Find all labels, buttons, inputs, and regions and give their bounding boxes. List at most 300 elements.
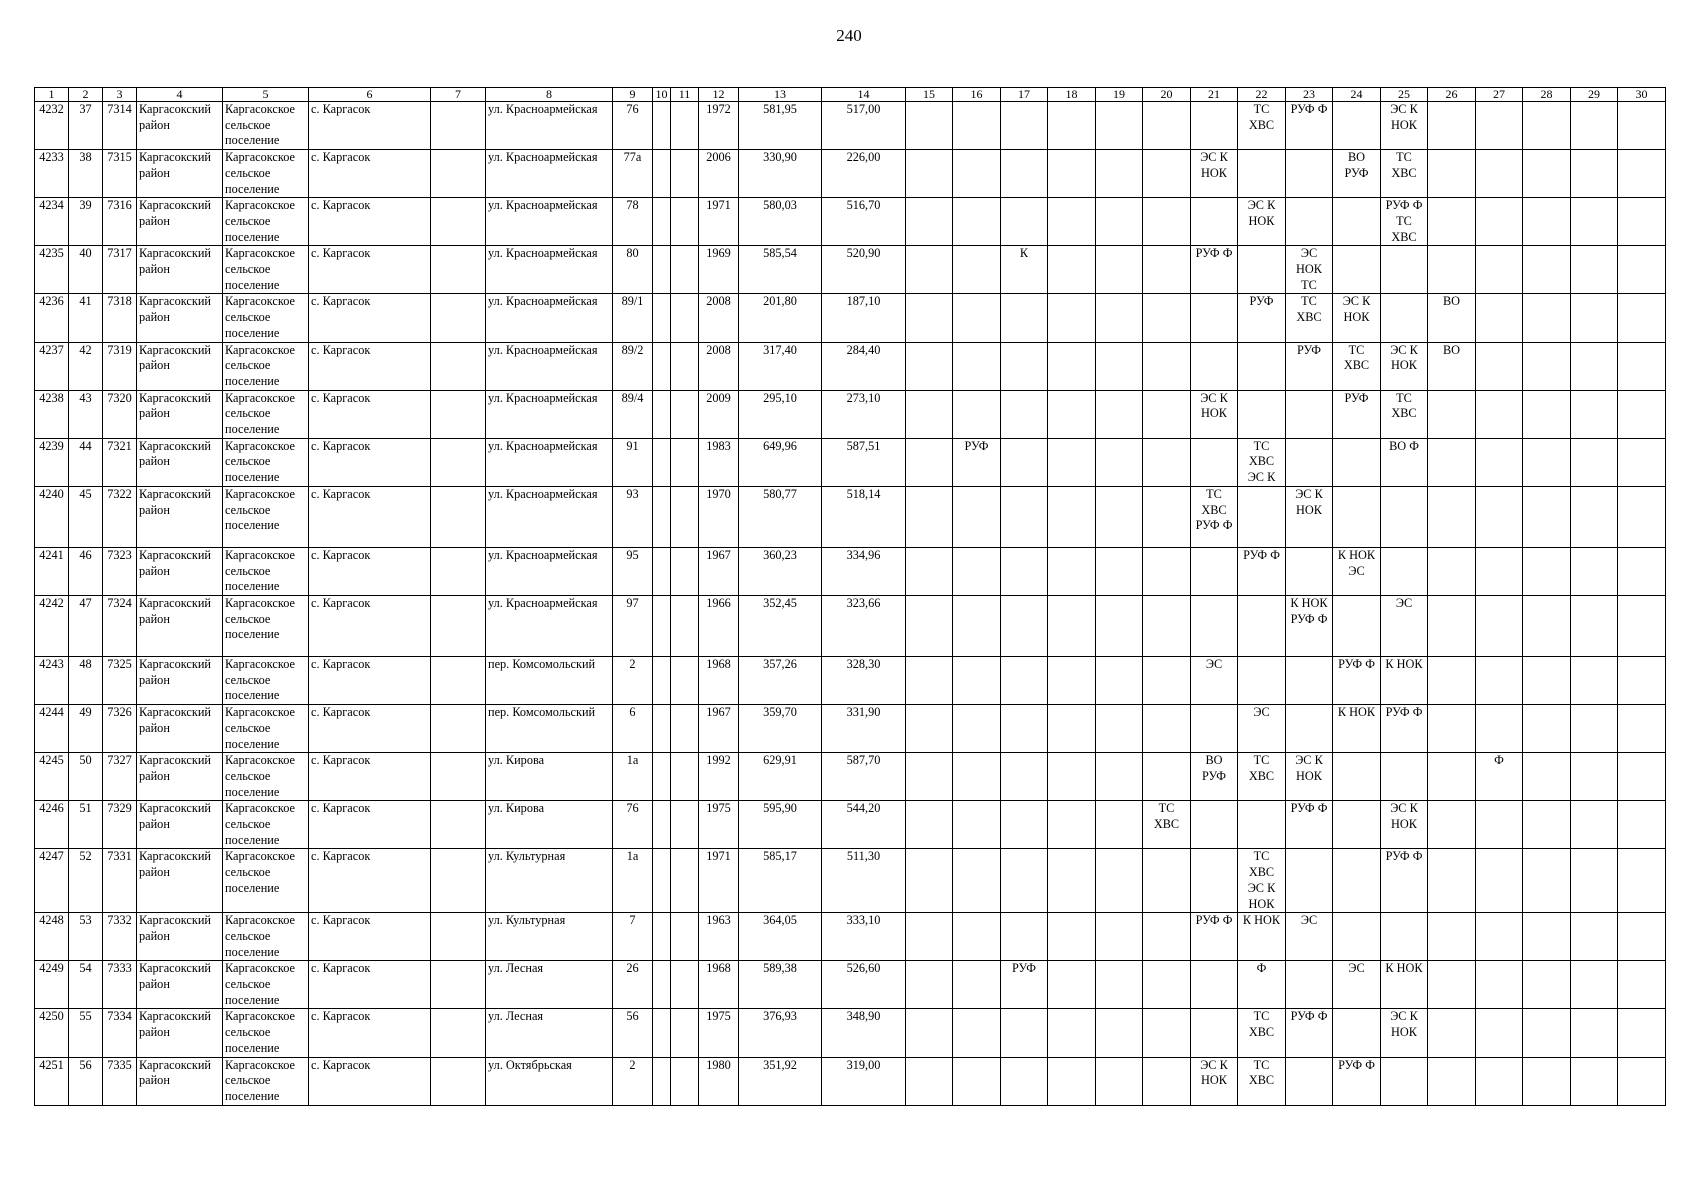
table-cell-col-15 — [906, 547, 953, 595]
table-cell-col-24: РУФ Ф — [1333, 1057, 1381, 1105]
table-cell-col-29 — [1571, 342, 1618, 390]
table-cell-col-5: Каргасокское сельское поселение — [223, 801, 309, 849]
table-cell-col-15 — [906, 486, 953, 547]
table-cell-col-15 — [906, 1009, 953, 1057]
table-cell-col-9: 80 — [613, 246, 653, 294]
table-cell-col-13: 357,26 — [739, 656, 822, 704]
table-cell-col-15 — [906, 150, 953, 198]
table-cell-col-30 — [1618, 913, 1666, 961]
table-cell-col-3: 7316 — [103, 198, 137, 246]
table-cell-col-26 — [1428, 1009, 1476, 1057]
table-cell-col-23 — [1286, 150, 1333, 198]
table-cell-col-28 — [1523, 595, 1571, 656]
table-row — [35, 547, 1666, 595]
table-cell-col-13: 589,38 — [739, 961, 822, 1009]
table-cell-col-14: 511,30 — [822, 849, 906, 913]
table-cell-col-6: с. Каргасок — [309, 342, 431, 390]
table-cell-col-3: 7318 — [103, 294, 137, 342]
table-cell-col-10 — [653, 547, 671, 595]
table-cell-col-1: 4240 — [35, 486, 69, 547]
table-cell-col-25: К НОК — [1381, 961, 1428, 1009]
table-cell-col-30 — [1618, 753, 1666, 801]
column-number: 20 — [1143, 88, 1191, 102]
table-cell-col-9: 56 — [613, 1009, 653, 1057]
table-cell-col-20 — [1143, 1009, 1191, 1057]
table-cell-col-25 — [1381, 547, 1428, 595]
table-cell-col-19 — [1096, 961, 1143, 1009]
table-cell-col-16 — [953, 961, 1001, 1009]
table-cell-col-28 — [1523, 1009, 1571, 1057]
table-cell-col-20 — [1143, 486, 1191, 547]
table-cell-col-19 — [1096, 656, 1143, 704]
table-cell-col-29 — [1571, 595, 1618, 656]
table-row — [35, 198, 1666, 246]
table-cell-col-14: 226,00 — [822, 150, 906, 198]
table-cell-col-24: ВО РУФ — [1333, 150, 1381, 198]
table-cell-col-12: 2009 — [699, 390, 739, 438]
table-cell-col-18 — [1048, 849, 1096, 913]
table-cell-col-4: Каргасокский район — [137, 486, 223, 547]
table-cell-col-25: РУФ Ф — [1381, 705, 1428, 753]
table-cell-col-22 — [1238, 390, 1286, 438]
table-cell-col-17 — [1001, 595, 1048, 656]
table-cell-col-21 — [1191, 547, 1238, 595]
column-number: 27 — [1476, 88, 1523, 102]
table-cell-col-30 — [1618, 150, 1666, 198]
table-cell-col-22 — [1238, 801, 1286, 849]
table-cell-col-12: 1967 — [699, 547, 739, 595]
table-cell-col-25 — [1381, 753, 1428, 801]
table-cell-col-10 — [653, 753, 671, 801]
table-cell-col-29 — [1571, 294, 1618, 342]
table-cell-col-28 — [1523, 150, 1571, 198]
table-cell-col-13: 351,92 — [739, 1057, 822, 1105]
table-cell-col-13: 585,17 — [739, 849, 822, 913]
table-row — [35, 595, 1666, 656]
table-cell-col-27 — [1476, 150, 1523, 198]
table-cell-col-12: 1963 — [699, 913, 739, 961]
table-cell-col-6: с. Каргасок — [309, 294, 431, 342]
table-cell-col-6: с. Каргасок — [309, 547, 431, 595]
table-cell-col-28 — [1523, 438, 1571, 486]
table-cell-col-20 — [1143, 438, 1191, 486]
table-cell-col-18 — [1048, 547, 1096, 595]
table-cell-col-7 — [431, 595, 486, 656]
table-cell-col-19 — [1096, 486, 1143, 547]
table-cell-col-23 — [1286, 705, 1333, 753]
table-cell-col-28 — [1523, 102, 1571, 150]
table-cell-col-15 — [906, 294, 953, 342]
table-cell-col-2: 39 — [69, 198, 103, 246]
table-cell-col-28 — [1523, 486, 1571, 547]
table-cell-col-5: Каргасокское сельское поселение — [223, 198, 309, 246]
table-cell-col-25 — [1381, 913, 1428, 961]
table-row — [35, 801, 1666, 849]
table-cell-col-19 — [1096, 705, 1143, 753]
table-cell-col-25: РУФ Ф ТС ХВС — [1381, 198, 1428, 246]
table-cell-col-26 — [1428, 656, 1476, 704]
table-cell-col-20 — [1143, 294, 1191, 342]
table-cell-col-12: 1969 — [699, 246, 739, 294]
table-cell-col-22: ТС ХВС — [1238, 753, 1286, 801]
table-cell-col-9: 2 — [613, 1057, 653, 1105]
table-cell-col-3: 7322 — [103, 486, 137, 547]
table-cell-col-1: 4243 — [35, 656, 69, 704]
table-cell-col-11 — [671, 438, 699, 486]
table-cell-col-10 — [653, 913, 671, 961]
table-cell-col-21: ТС ХВС РУФ Ф — [1191, 486, 1238, 547]
table-cell-col-19 — [1096, 390, 1143, 438]
table-cell-col-7 — [431, 438, 486, 486]
column-number: 8 — [486, 88, 613, 102]
table-cell-col-13: 352,45 — [739, 595, 822, 656]
table-cell-col-28 — [1523, 390, 1571, 438]
table-cell-col-22: ТС ХВС — [1238, 1009, 1286, 1057]
table-cell-col-16: РУФ — [953, 438, 1001, 486]
table-cell-col-3: 7317 — [103, 246, 137, 294]
table-cell-col-20 — [1143, 595, 1191, 656]
table-cell-col-11 — [671, 801, 699, 849]
table-row — [35, 1057, 1666, 1105]
table-cell-col-16 — [953, 753, 1001, 801]
table-cell-col-8: ул. Культурная — [486, 913, 613, 961]
table-cell-col-14: 187,10 — [822, 294, 906, 342]
table-cell-col-21: РУФ Ф — [1191, 246, 1238, 294]
table-cell-col-16 — [953, 102, 1001, 150]
table-cell-col-4: Каргасокский район — [137, 801, 223, 849]
column-number: 16 — [953, 88, 1001, 102]
table-cell-col-14: 284,40 — [822, 342, 906, 390]
table-cell-col-17 — [1001, 390, 1048, 438]
table-cell-col-22 — [1238, 486, 1286, 547]
table-cell-col-30 — [1618, 438, 1666, 486]
table-cell-col-11 — [671, 547, 699, 595]
table-cell-col-15 — [906, 102, 953, 150]
table-cell-col-20 — [1143, 547, 1191, 595]
table-cell-col-4: Каргасокский район — [137, 198, 223, 246]
table-cell-col-25: ЭС К НОК — [1381, 342, 1428, 390]
table-cell-col-24 — [1333, 102, 1381, 150]
table-cell-col-10 — [653, 294, 671, 342]
table-cell-col-2: 37 — [69, 102, 103, 150]
column-number: 6 — [309, 88, 431, 102]
table-cell-col-12: 1967 — [699, 705, 739, 753]
table-cell-col-27 — [1476, 294, 1523, 342]
table-cell-col-8: ул. Лесная — [486, 961, 613, 1009]
table-cell-col-1: 4245 — [35, 753, 69, 801]
table-cell-col-26 — [1428, 705, 1476, 753]
table-cell-col-26 — [1428, 547, 1476, 595]
table-cell-col-26 — [1428, 961, 1476, 1009]
table-cell-col-16 — [953, 801, 1001, 849]
column-number: 4 — [137, 88, 223, 102]
table-cell-col-7 — [431, 342, 486, 390]
table-cell-col-29 — [1571, 656, 1618, 704]
table-cell-col-30 — [1618, 294, 1666, 342]
table-cell-col-30 — [1618, 705, 1666, 753]
table-cell-col-23: РУФ Ф — [1286, 102, 1333, 150]
table-cell-col-19 — [1096, 547, 1143, 595]
table-cell-col-4: Каргасокский район — [137, 1057, 223, 1105]
table-cell-col-15 — [906, 801, 953, 849]
table-cell-col-17 — [1001, 801, 1048, 849]
table-cell-col-30 — [1618, 849, 1666, 913]
table-cell-col-6: с. Каргасок — [309, 961, 431, 1009]
table-cell-col-5: Каргасокское сельское поселение — [223, 595, 309, 656]
table-cell-col-13: 360,23 — [739, 547, 822, 595]
table-cell-col-28 — [1523, 705, 1571, 753]
table-cell-col-30 — [1618, 595, 1666, 656]
table-cell-col-21 — [1191, 595, 1238, 656]
table-cell-col-26 — [1428, 1057, 1476, 1105]
table-cell-col-15 — [906, 438, 953, 486]
table-cell-col-11 — [671, 705, 699, 753]
table-cell-col-29 — [1571, 849, 1618, 913]
table-cell-col-22: РУФ Ф — [1238, 547, 1286, 595]
table-cell-col-29 — [1571, 753, 1618, 801]
table-cell-col-10 — [653, 150, 671, 198]
table-cell-col-21 — [1191, 961, 1238, 1009]
table-cell-col-16 — [953, 150, 1001, 198]
table-cell-col-20 — [1143, 1057, 1191, 1105]
table-cell-col-15 — [906, 849, 953, 913]
table-cell-col-7 — [431, 547, 486, 595]
table-row — [35, 342, 1666, 390]
table-cell-col-21: ЭС К НОК — [1191, 150, 1238, 198]
table-cell-col-23 — [1286, 1057, 1333, 1105]
table-cell-col-18 — [1048, 294, 1096, 342]
column-number: 5 — [223, 88, 309, 102]
table-cell-col-1: 4233 — [35, 150, 69, 198]
table-cell-col-14: 323,66 — [822, 595, 906, 656]
table-cell-col-10 — [653, 246, 671, 294]
table-cell-col-26: ВО — [1428, 294, 1476, 342]
table-cell-col-3: 7335 — [103, 1057, 137, 1105]
table-cell-col-15 — [906, 753, 953, 801]
table-cell-col-6: с. Каргасок — [309, 150, 431, 198]
table-cell-col-9: 2 — [613, 656, 653, 704]
table-cell-col-20 — [1143, 656, 1191, 704]
table-cell-col-11 — [671, 198, 699, 246]
table-cell-col-15 — [906, 390, 953, 438]
table-cell-col-22 — [1238, 150, 1286, 198]
column-number: 19 — [1096, 88, 1143, 102]
table-cell-col-7 — [431, 961, 486, 1009]
table-cell-col-8: ул. Красноармейская — [486, 102, 613, 150]
table-cell-col-17 — [1001, 342, 1048, 390]
table-cell-col-30 — [1618, 390, 1666, 438]
table-cell-col-29 — [1571, 486, 1618, 547]
table-cell-col-13: 595,90 — [739, 801, 822, 849]
table-cell-col-29 — [1571, 390, 1618, 438]
column-number: 9 — [613, 88, 653, 102]
table-cell-col-24 — [1333, 753, 1381, 801]
table-cell-col-22: РУФ — [1238, 294, 1286, 342]
column-number: 24 — [1333, 88, 1381, 102]
table-cell-col-30 — [1618, 1009, 1666, 1057]
table-cell-col-28 — [1523, 913, 1571, 961]
table-cell-col-18 — [1048, 913, 1096, 961]
table-cell-col-5: Каргасокское сельское поселение — [223, 390, 309, 438]
table-cell-col-9: 1а — [613, 849, 653, 913]
table-cell-col-9: 6 — [613, 705, 653, 753]
table-cell-col-6: с. Каргасок — [309, 849, 431, 913]
table-cell-col-3: 7320 — [103, 390, 137, 438]
table-cell-col-8: ул. Кирова — [486, 801, 613, 849]
table-cell-col-28 — [1523, 849, 1571, 913]
table-cell-col-9: 89/4 — [613, 390, 653, 438]
table-cell-col-17 — [1001, 1009, 1048, 1057]
table-cell-col-26 — [1428, 595, 1476, 656]
table-cell-col-7 — [431, 753, 486, 801]
table-cell-col-13: 580,77 — [739, 486, 822, 547]
table-cell-col-9: 76 — [613, 801, 653, 849]
table-cell-col-17 — [1001, 1057, 1048, 1105]
column-number: 28 — [1523, 88, 1571, 102]
table-cell-col-27 — [1476, 486, 1523, 547]
table-cell-col-13: 317,40 — [739, 342, 822, 390]
registry-table — [34, 87, 1666, 1106]
table-cell-col-18 — [1048, 1057, 1096, 1105]
table-cell-col-19 — [1096, 1009, 1143, 1057]
table-cell-col-14: 518,14 — [822, 486, 906, 547]
table-cell-col-13: 629,91 — [739, 753, 822, 801]
table-cell-col-7 — [431, 1009, 486, 1057]
column-number: 3 — [103, 88, 137, 102]
table-cell-col-3: 7314 — [103, 102, 137, 150]
table-cell-col-4: Каргасокский район — [137, 913, 223, 961]
table-cell-col-18 — [1048, 1009, 1096, 1057]
table-cell-col-29 — [1571, 150, 1618, 198]
table-cell-col-12: 1971 — [699, 198, 739, 246]
table-cell-col-7 — [431, 849, 486, 913]
table-cell-col-6: с. Каргасок — [309, 198, 431, 246]
table-cell-col-18 — [1048, 342, 1096, 390]
table-cell-col-28 — [1523, 547, 1571, 595]
table-cell-col-9: 76 — [613, 102, 653, 150]
table-cell-col-7 — [431, 198, 486, 246]
table-cell-col-28 — [1523, 753, 1571, 801]
table-cell-col-16 — [953, 390, 1001, 438]
table-cell-col-22: ЭС К НОК — [1238, 198, 1286, 246]
table-cell-col-20 — [1143, 961, 1191, 1009]
table-cell-col-11 — [671, 849, 699, 913]
table-cell-col-12: 1975 — [699, 1009, 739, 1057]
table-cell-col-27 — [1476, 1009, 1523, 1057]
table-cell-col-1: 4249 — [35, 961, 69, 1009]
table-cell-col-8: ул. Красноармейская — [486, 150, 613, 198]
table-cell-col-9: 93 — [613, 486, 653, 547]
table-cell-col-29 — [1571, 438, 1618, 486]
table-cell-col-6: с. Каргасок — [309, 1057, 431, 1105]
table-cell-col-4: Каргасокский район — [137, 656, 223, 704]
table-cell-col-4: Каргасокский район — [137, 849, 223, 913]
table-cell-col-15 — [906, 595, 953, 656]
table-cell-col-6: с. Каргасок — [309, 390, 431, 438]
table-cell-col-12: 2006 — [699, 150, 739, 198]
table-cell-col-9: 91 — [613, 438, 653, 486]
table-cell-col-27 — [1476, 102, 1523, 150]
table-cell-col-18 — [1048, 595, 1096, 656]
table-cell-col-11 — [671, 1057, 699, 1105]
table-cell-col-19 — [1096, 246, 1143, 294]
table-cell-col-5: Каргасокское сельское поселение — [223, 246, 309, 294]
table-cell-col-2: 55 — [69, 1009, 103, 1057]
table-cell-col-8: ул. Красноармейская — [486, 486, 613, 547]
column-number: 7 — [431, 88, 486, 102]
table-cell-col-21 — [1191, 801, 1238, 849]
table-cell-col-3: 7329 — [103, 801, 137, 849]
table-cell-col-16 — [953, 1057, 1001, 1105]
table-cell-col-21: ЭС — [1191, 656, 1238, 704]
table-row — [35, 438, 1666, 486]
table-cell-col-17 — [1001, 705, 1048, 753]
table-cell-col-20 — [1143, 342, 1191, 390]
table-cell-col-1: 4250 — [35, 1009, 69, 1057]
column-number: 17 — [1001, 88, 1048, 102]
table-row — [35, 656, 1666, 704]
table-cell-col-25 — [1381, 246, 1428, 294]
table-cell-col-12: 1983 — [699, 438, 739, 486]
table-cell-col-9: 1а — [613, 753, 653, 801]
table-cell-col-2: 45 — [69, 486, 103, 547]
table-cell-col-6: с. Каргасок — [309, 486, 431, 547]
table-cell-col-5: Каргасокское сельское поселение — [223, 913, 309, 961]
table-cell-col-24: ЭС К НОК — [1333, 294, 1381, 342]
table-cell-col-7 — [431, 102, 486, 150]
table-cell-col-6: с. Каргасок — [309, 656, 431, 704]
table-cell-col-8: ул. Красноармейская — [486, 294, 613, 342]
table-cell-col-23 — [1286, 198, 1333, 246]
table-cell-col-10 — [653, 1009, 671, 1057]
table-cell-col-3: 7327 — [103, 753, 137, 801]
column-number: 15 — [906, 88, 953, 102]
table-row — [35, 753, 1666, 801]
table-cell-col-13: 585,54 — [739, 246, 822, 294]
table-cell-col-10 — [653, 390, 671, 438]
table-cell-col-22: ТС ХВС ЭС К — [1238, 438, 1286, 486]
table-cell-col-28 — [1523, 198, 1571, 246]
table-cell-col-12: 1970 — [699, 486, 739, 547]
table-cell-col-19 — [1096, 753, 1143, 801]
table-cell-col-19 — [1096, 150, 1143, 198]
table-row — [35, 246, 1666, 294]
table-cell-col-23: ЭС — [1286, 913, 1333, 961]
table-cell-col-5: Каргасокское сельское поселение — [223, 547, 309, 595]
table-cell-col-26 — [1428, 801, 1476, 849]
table-cell-col-4: Каргасокский район — [137, 547, 223, 595]
table-cell-col-22: ЭС — [1238, 705, 1286, 753]
table-cell-col-10 — [653, 801, 671, 849]
table-cell-col-6: с. Каргасок — [309, 753, 431, 801]
table-cell-col-1: 4237 — [35, 342, 69, 390]
table-cell-col-26 — [1428, 753, 1476, 801]
table-cell-col-17: РУФ — [1001, 961, 1048, 1009]
table-cell-col-12: 1972 — [699, 102, 739, 150]
table-cell-col-25: ЭС — [1381, 595, 1428, 656]
table-cell-col-4: Каргасокский район — [137, 961, 223, 1009]
table-cell-col-24: ЭС — [1333, 961, 1381, 1009]
table-cell-col-3: 7331 — [103, 849, 137, 913]
table-cell-col-5: Каргасокское сельское поселение — [223, 961, 309, 1009]
table-cell-col-19 — [1096, 438, 1143, 486]
table-cell-col-14: 520,90 — [822, 246, 906, 294]
table-cell-col-27 — [1476, 961, 1523, 1009]
table-cell-col-3: 7321 — [103, 438, 137, 486]
table-cell-col-23 — [1286, 438, 1333, 486]
table-cell-col-22 — [1238, 656, 1286, 704]
column-number: 22 — [1238, 88, 1286, 102]
